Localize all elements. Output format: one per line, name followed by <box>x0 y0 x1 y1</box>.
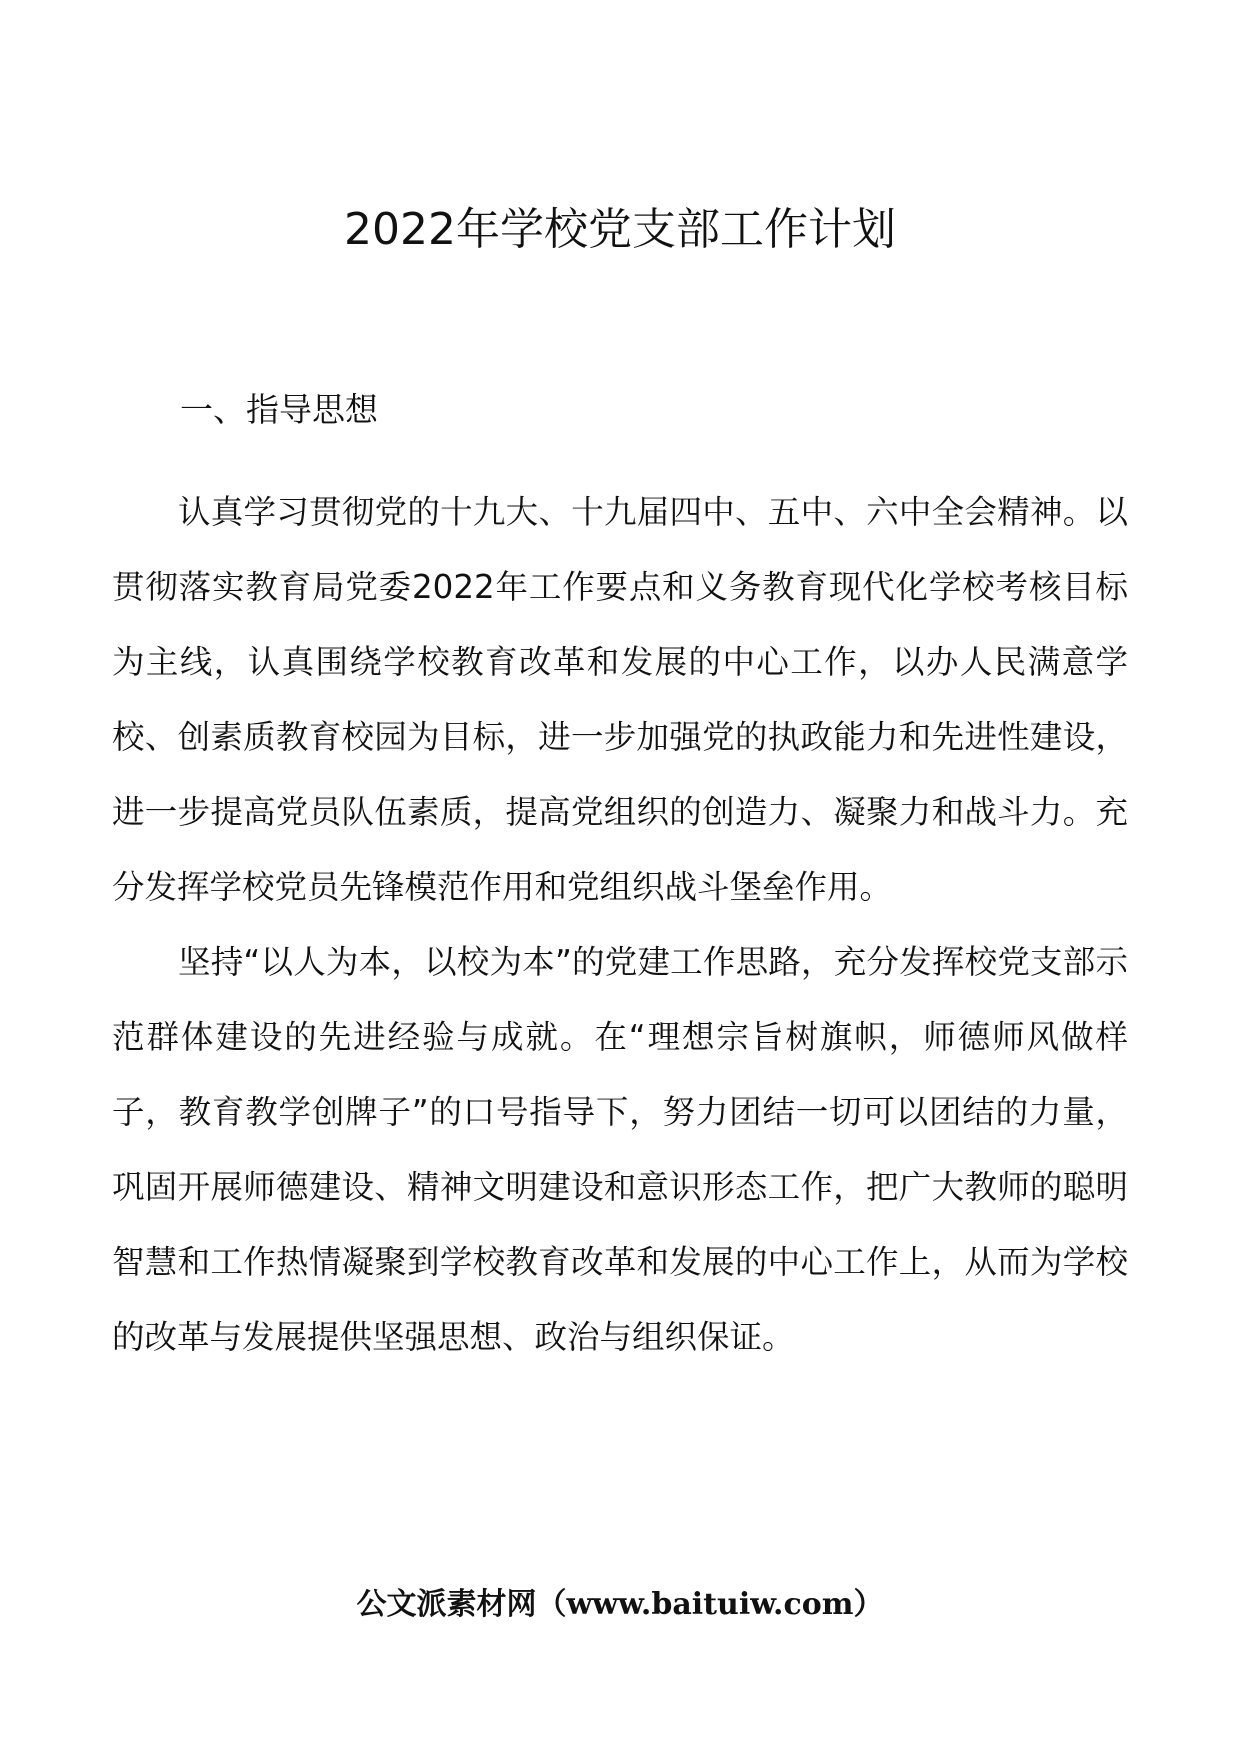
body-paragraph-1: 认真学习贯彻党的十九大、十九届四中、五中、六中全会精神。以贯彻落实教育局党委2022年工作要点和义务教育现代化学校考核目标为主线，认真围绕学校教育改革和发展的中心工作，以办人民满意学校、创素质教育校园为目标，进一步加强党的执政能力和先进性建设，进一步提高党员队伍素质，提高党组织的创造力、凝聚力和战斗力。充分发挥学校党员先锋模范作用和党组织战斗堡垒作用。 <box>112 493 1128 906</box>
section-heading: 一、指导思想 <box>180 390 378 429</box>
footer-watermark: 公文派素材网（www.baituiw.com） <box>356 1587 884 1622</box>
body-paragraph-2: 坚持“以人为本，以校为本”的党建工作思路，充分发挥校党支部示范群体建设的先进经验与成就。在“理想宗旨树旗帜，师德师风做样子，教育教学创牌子”的口号指导下，努力团结一切可以团结的力量，巩固开展师德建设、精神文明建设和意识形态工作，把广大教师的聪明智慧和工作热情凝聚到学校教育改革和发展的中心工作上，从而为学校的改革与发展提供坚强思想、政治与组织保证。 <box>112 943 1128 1356</box>
document-title: 2022年学校党支部工作计划 <box>344 204 896 255</box>
